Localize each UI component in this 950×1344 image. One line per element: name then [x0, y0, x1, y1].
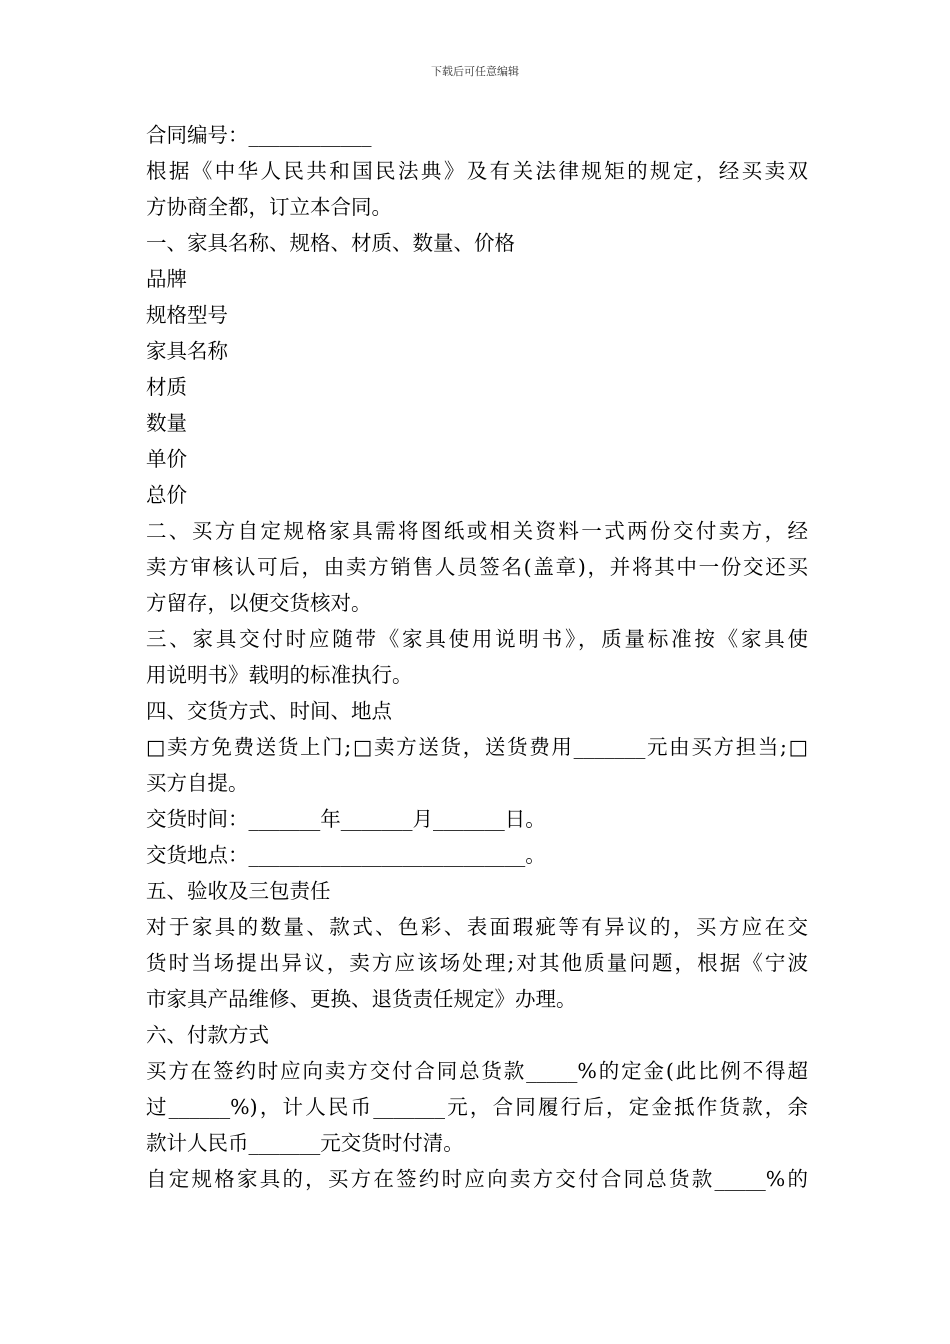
contract-line: 方留存，以便交货核对。 — [146, 591, 372, 615]
contract-line: 单价 — [146, 447, 187, 471]
contract-line: 六、付款方式 — [146, 1023, 269, 1047]
contract-line: 三、家具交付时应随带《家具使用说明书》，质量标准按《家具使 — [146, 627, 808, 651]
contract-line: 交货时间：_______年_______月_______日。 — [146, 807, 546, 831]
contract-line: 二、买方自定规格家具需将图纸或相关资料一式两份交付卖方，经 — [146, 519, 808, 543]
contract-line: 款计人民币_______元交货时付清。 — [146, 1131, 464, 1155]
contract-line: 交货地点：___________________________。 — [146, 843, 546, 867]
contract-line: 总价 — [146, 483, 187, 507]
contract-line: 一、家具名称、规格、材质、数量、价格 — [146, 231, 515, 255]
contract-line: 对于家具的数量、款式、色彩、表面瑕疵等有异议的，买方应在交 — [146, 915, 808, 939]
contract-line: 品牌 — [146, 267, 187, 291]
contract-line: 自定规格家具的，买方在签约时应向卖方交付合同总货款_____%的 — [146, 1167, 808, 1191]
contract-line: 四、交货方式、时间、地点 — [146, 699, 392, 723]
contract-line: 五、验收及三包责任 — [146, 879, 331, 903]
contract-line: 用说明书》载明的标准执行。 — [146, 663, 413, 687]
contract-body — [146, 117, 808, 1197]
contract-line: 买方在签约时应向卖方交付合同总货款_____%的定金(此比例不得超 — [146, 1059, 808, 1083]
contract-line: 规格型号 — [146, 303, 228, 327]
contract-line: 根据《中华人民共和国民法典》及有关法律规矩的规定，经买卖双 — [146, 159, 808, 183]
contract-line: □卖方免费送货上门;□卖方送货，送货费用_______元由买方担当;□ — [146, 735, 808, 759]
contract-line: 材质 — [146, 375, 187, 399]
page-header-note: 下载后可任意编辑 — [431, 65, 519, 78]
contract-line: 货时当场提出异议，卖方应该场处理;对其他质量问题，根据《宁波 — [146, 951, 808, 975]
contract-line: 卖方审核认可后，由卖方销售人员签名(盖章)，并将其中一份交还买 — [146, 555, 808, 579]
contract-line: 市家具产品维修、更换、退货责任规定》办理。 — [146, 987, 577, 1011]
contract-line: 数量 — [146, 411, 187, 435]
contract-line: 合同编号：____________ — [146, 123, 372, 147]
contract-line: 方协商全都，订立本合同。 — [146, 195, 392, 219]
contract-line: 过______%)，计人民币_______元，合同履行后，定金抵作货款，余 — [146, 1095, 808, 1119]
contract-line: 买方自提。 — [146, 771, 249, 795]
contract-line: 家具名称 — [146, 339, 228, 363]
